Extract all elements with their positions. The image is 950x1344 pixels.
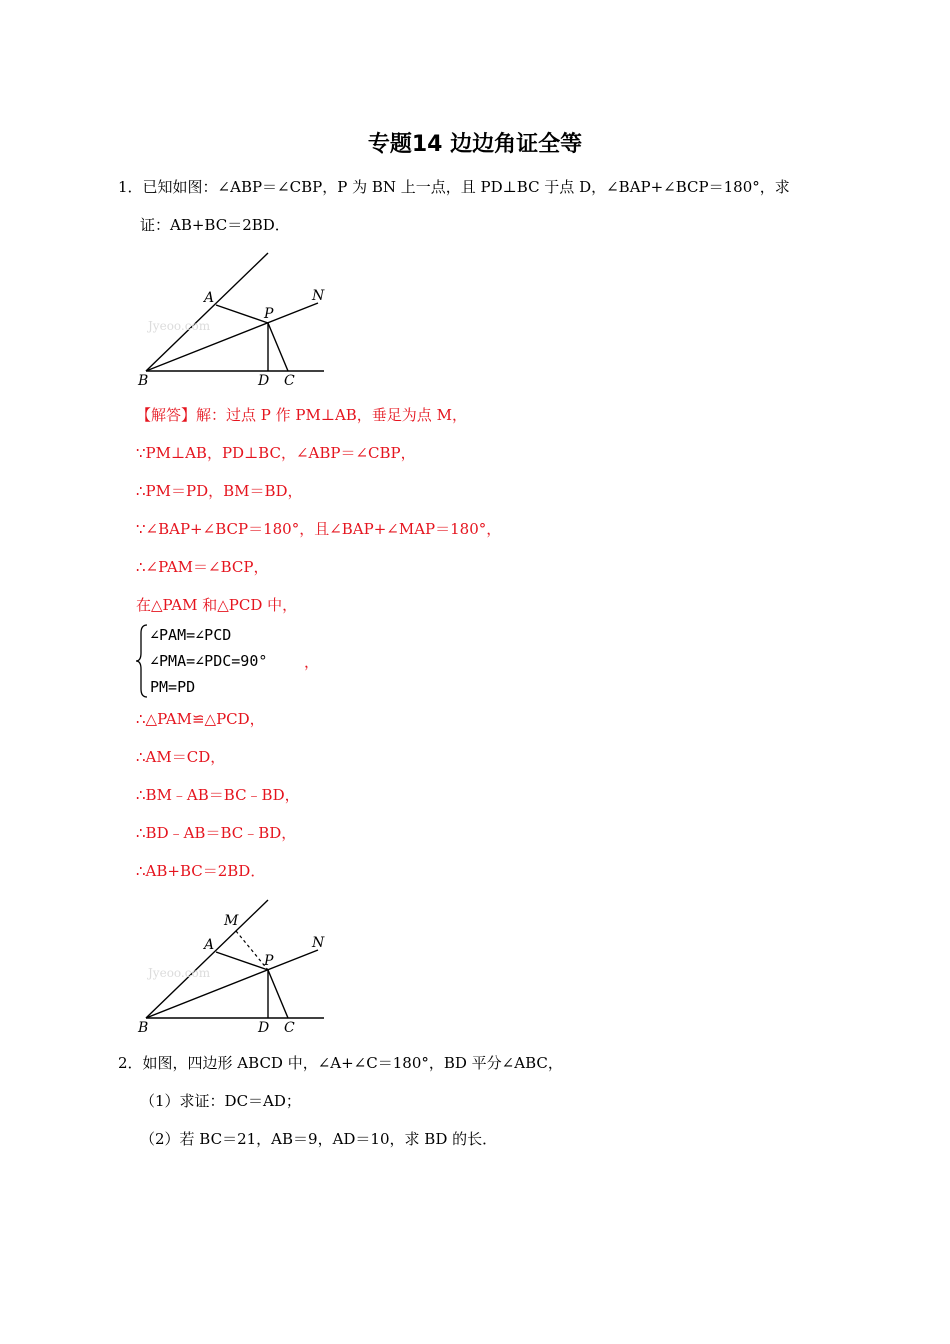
label-a: A <box>204 290 215 306</box>
label-c-2: C <box>284 1020 295 1036</box>
label-n: N <box>312 288 325 304</box>
q2-text-line1: 2．如图，四边形 ABCD 中，∠A+∠C＝180°，BD 平分∠ABC， <box>118 1054 563 1072</box>
figure-2 <box>130 895 340 1040</box>
page-title: 专题14 边边角证全等 <box>367 132 583 157</box>
label-b-2: B <box>138 1020 149 1036</box>
label-p: P <box>264 306 274 322</box>
solution-line-7: ∴△PAM≌△PCD， <box>136 710 265 728</box>
solution-line-8: ∴AM＝CD， <box>136 748 226 766</box>
solution-line-11: ∴AB+BC＝2BD． <box>136 862 266 880</box>
label-a-2: A <box>204 937 215 953</box>
solution-line-5: ∴∠PAM＝∠BCP， <box>136 558 269 576</box>
watermark-text: Jyeoo.com <box>148 319 211 333</box>
label-c: C <box>284 373 295 389</box>
solution-line-4: ∵∠BAP+∠BCP＝180°，且∠BAP+∠MAP＝180°， <box>136 520 502 538</box>
label-n-2: N <box>312 935 325 951</box>
brace-tail: ， <box>304 653 320 671</box>
label-d: D <box>258 373 270 389</box>
brace-line-2: ∠PMA=∠PDC=90° <box>150 652 268 670</box>
label-p-2: P <box>264 953 274 969</box>
solution-line-10: ∴BD﹣AB＝BC﹣BD， <box>136 824 297 842</box>
label-d-2: D <box>258 1020 270 1036</box>
solution-line-1: 【解答】解：过点 P 作 PM⊥AB，垂足为点 M， <box>136 406 467 424</box>
q2-part-2: （2）若 BC＝21，AB＝9，AD＝10，求 BD 的长． <box>140 1130 498 1148</box>
q2-part-1: （1）求证：DC＝AD； <box>140 1092 301 1110</box>
q1-text-line1: 1．已知如图：∠ABP＝∠CBP，P 为 BN 上一点，且 PD⊥BC 于点 D，∠BAP+∠BCP＝180°，求 <box>118 178 790 196</box>
label-b: B <box>138 373 149 389</box>
brace-symbol <box>135 623 149 699</box>
figure-1 <box>130 248 340 393</box>
q1-text-line2: 证：AB+BC＝2BD． <box>140 216 290 234</box>
label-m: M <box>224 913 239 929</box>
solution-line-6: 在△PAM 和△PCD 中， <box>136 596 298 614</box>
brace-line-3: PM=PD <box>150 678 196 696</box>
solution-line-9: ∴BM﹣AB＝BC﹣BD， <box>136 786 300 804</box>
solution-line-2: ∵PM⊥AB，PD⊥BC，∠ABP＝∠CBP， <box>136 444 416 462</box>
brace-line-1: ∠PAM=∠PCD <box>150 626 232 644</box>
solution-line-3: ∴PM＝PD，BM＝BD， <box>136 482 303 500</box>
watermark-text-2: Jyeoo.com <box>148 966 211 980</box>
